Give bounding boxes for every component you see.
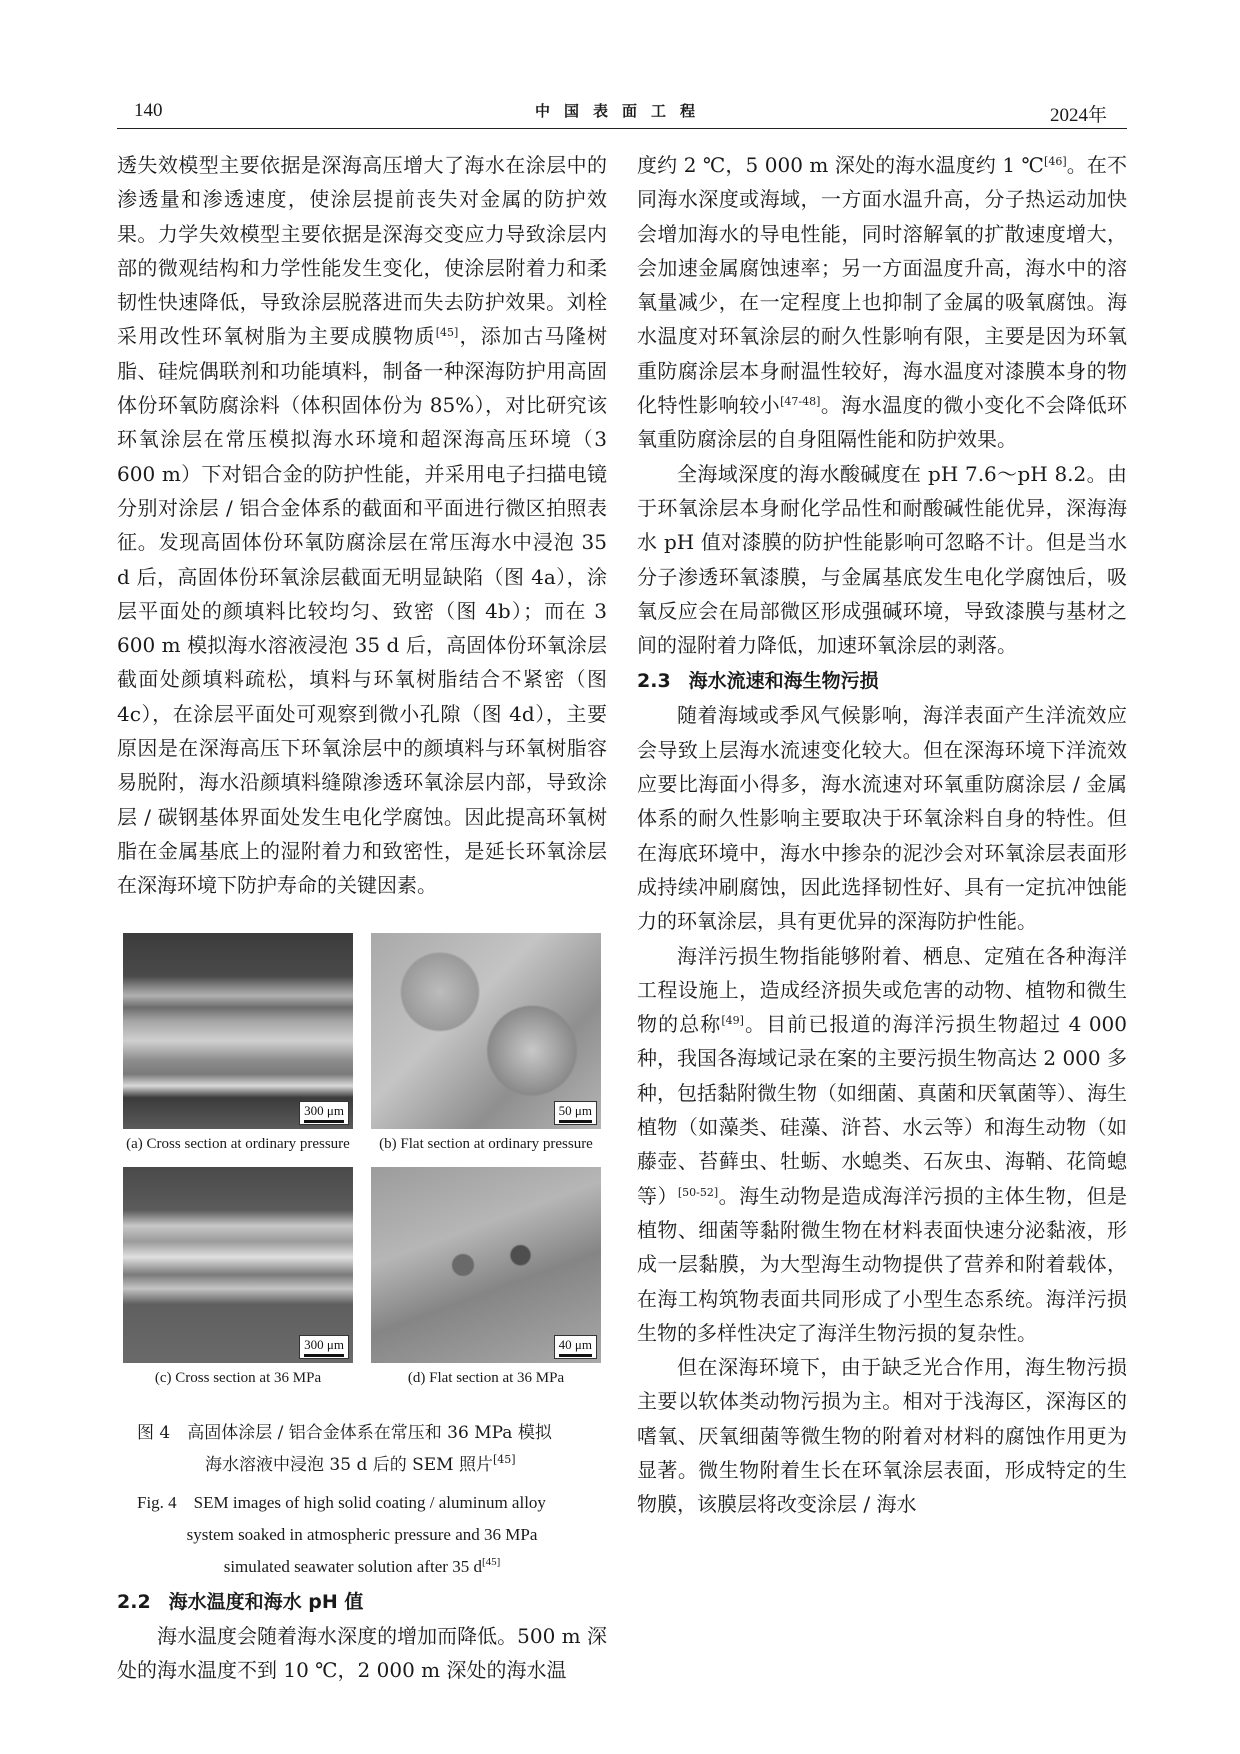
running-header <box>117 98 1127 129</box>
scale-bar: 40 μm <box>554 1335 597 1359</box>
citation[interactable]: [50-52] <box>677 1185 719 1199</box>
panel-caption: (d) Flat section at 36 MPa <box>407 1369 565 1386</box>
paragraph: 海洋污损生物指能够附着、栖息、定殖在各种海洋工程设施上，造成经济损失或危害的动物、植物和微生物的总称[49]。目前已报道的海洋污损生物超过 4 000 种，我国各海域记录在案的主要污损生物高达 2 000 多种，包括黏附微生物（如细菌、真菌和厌氧菌等）、海生植物（如藻类、硅藻、浒苔、水云等）和海生动物（如藤壶、苔藓虫、牡蛎、水螅类、石灰虫、海鞘、花筒螅等）[50-52]。海生动物是造成海洋污损的主体生物，但是植物、细菌等黏附微生物在材料表面快速分泌黏液，形成一层黏膜，为大型海生动物提供了营养和附着载体，在海工构筑物表面共同形成了小型生态系统。海洋污损生物的多样性决定了海洋生物污损的复杂性。 <box>637 943 1128 1345</box>
figure-caption-chinese: 图 4 高固体涂层 / 铝合金体系在常压和 36 MPa 模拟 海水溶液中浸泡 35 d 后的 SEM 照片[45] <box>137 1422 552 1475</box>
journal-title: 中国表面工程 <box>534 102 709 120</box>
paragraph: 透失效模型主要依据是深海高压增大了海水在涂层中的渗透量和渗透速度，使涂层提前丧失对金属的防护效果。力学失效模型主要依据是深海交变应力导致涂层内部的微观结构和力学性能发生变化，使涂层附着力和柔韧性快速降低，导致涂层脱落进而失去防护效果。刘栓采用改性环氧树脂为主要成膜物质[45]，添加古马隆树脂、硅烷偶联剂和功能填料，制备一种深海防护用高固体份环氧防腐涂料（体积固体份为 85%），对比研究该环氧涂层在常压模拟海水环境和超深海高压环境（3 600 m）下对铝合金的防护性能，并采用电子扫描电镜分别对涂层 / 铝合金体系的截面和平面进行微区拍照表征。发现高固体份环氧防腐涂层在常压海水中浸泡 35 d 后，高固体份环氧涂层截面无明显缺陷（图 4a），涂层平面处的颜填料比较均匀、致密（图 4b）；而在 3 600 m 模拟海水溶液浸泡 35 d 后，高固体份环氧涂层截面处颜填料疏松，填料与环氧树脂结合不紧密（图 4c），在涂层平面处可观察到微小孔隙（图 4d），主要原因是在深海高压下环氧涂层中的颜填料与环氧树脂容易脱附，海水沿颜填料缝隙渗透环氧涂层内部，导致涂层 / 碳钢基体界面处发生电化学腐蚀。因此提高环氧树脂在金属基底上的湿附着力和致密性，是延长环氧涂层在深海环境下防护寿命的关键因素。 <box>117 153 608 898</box>
sem-image-cross-section-ordinary <box>123 933 353 1129</box>
citation[interactable]: [45] <box>481 1555 501 1568</box>
panel-caption: (b) Flat section at ordinary pressure <box>379 1135 593 1152</box>
figure-panel-c <box>117 1167 359 1401</box>
paragraph: 随着海域或季风气候影响，海洋表面产生洋流效应会导致上层海水流速变化较大。但在深海环境下洋流效应要比海面小得多，海水流速对环氧重防腐涂层 / 金属体系的耐久性影响主要取决于环氧涂料自身的特性。但在海底环境中，海水中掺杂的泥沙会对环氧涂层表面形成持续冲刷腐蚀，因此选择韧性好、具有一定抗冲蚀能力的环氧涂层，具有更优异的深海防护性能。 <box>637 703 1127 934</box>
page-number: 140 <box>134 100 163 121</box>
sem-image-flat-section-ordinary <box>371 933 601 1129</box>
section-heading-2-3: 2.3 海水流速和海生物污损 <box>637 670 879 693</box>
right-column <box>637 148 1127 1522</box>
figure-panel-b <box>365 933 607 1167</box>
citation[interactable]: [46] <box>1044 155 1067 168</box>
scale-bar: 50 μm <box>554 1101 597 1125</box>
paragraph: 但在深海环境下，由于缺乏光合作用，海生物污损主要以软体类动物污损为主。相对于浅海区，深海区的嗜氧、厌氧细菌等微生物的附着对材料的腐蚀作用更为显著。微生物附着生长在环氧涂层表面，形成特定的生物膜，该膜层将改变涂层 / 海水 <box>637 1355 1127 1517</box>
figure-caption-english: Fig. 4 SEM images of high solid coating / aluminum alloy system soaked in atmospheric pressure and 36 MPa simulated seawater solution after 35 d[45] <box>137 1492 546 1576</box>
paragraph: 全海域深度的海水酸碱度在 pH 7.6～pH 8.2。由于环氧涂层本身耐化学品性和耐酸碱性能优异，深海海水 pH 值对漆膜的防护性能影响可忽略不计。但是当水分子渗透环氧漆膜，与金属基底发生电化学腐蚀后，吸氧反应会在局部微区形成强碱环境，导致漆膜与基材之间的湿附着力降低，加速环氧涂层的剥落。 <box>637 461 1127 658</box>
scale-bar: 300 μm <box>299 1335 349 1359</box>
citation[interactable]: [47-48] <box>780 395 821 409</box>
figure-panel-d <box>365 1167 607 1401</box>
paragraph: 海水温度会随着海水深度的增加而降低。500 m 深处的海水温度不到 10 ℃，2 000 m 深处的海水温 <box>117 1623 607 1682</box>
panel-caption: (a) Cross section at ordinary pressure <box>126 1135 350 1152</box>
panel-caption: (c) Cross section at 36 MPa <box>154 1369 322 1386</box>
left-column <box>117 148 607 1687</box>
publication-year: 2024年 <box>1049 105 1107 126</box>
paragraph: 度约 2 ℃，5 000 m 深处的海水温度约 1 ℃[46]。在不同海水深度或海域，一方面水温升高，分子热运动加快会增加海水的导电性能，同时溶解氧的扩散速度增大，会加速金属腐蚀速率；另一方面温度升高，海水中的溶氧量减少，在一定程度上也抑制了金属的吸氧腐蚀。海水温度对环氧涂层的耐久性影响有限，主要是因为环氧重防腐涂层本身耐温性较好，海水温度对漆膜本身的物化特性影响较小[47-48]。海水温度的微小变化不会降低环氧重防腐涂层的自身阻隔性能和防护效果。 <box>637 153 1128 452</box>
citation[interactable]: [45] <box>493 1452 516 1466</box>
figure-4 <box>117 933 607 1583</box>
citation[interactable]: [45] <box>435 326 459 340</box>
section-heading-2-2: 2.2 海水温度和海水 pH 值 <box>117 1590 364 1613</box>
sem-image-cross-section-36mpa <box>123 1167 353 1363</box>
figure-panel-a <box>117 933 359 1167</box>
sem-image-flat-section-36mpa <box>371 1167 601 1363</box>
scale-bar: 300 μm <box>299 1101 349 1125</box>
citation[interactable]: [49] <box>721 1014 744 1028</box>
